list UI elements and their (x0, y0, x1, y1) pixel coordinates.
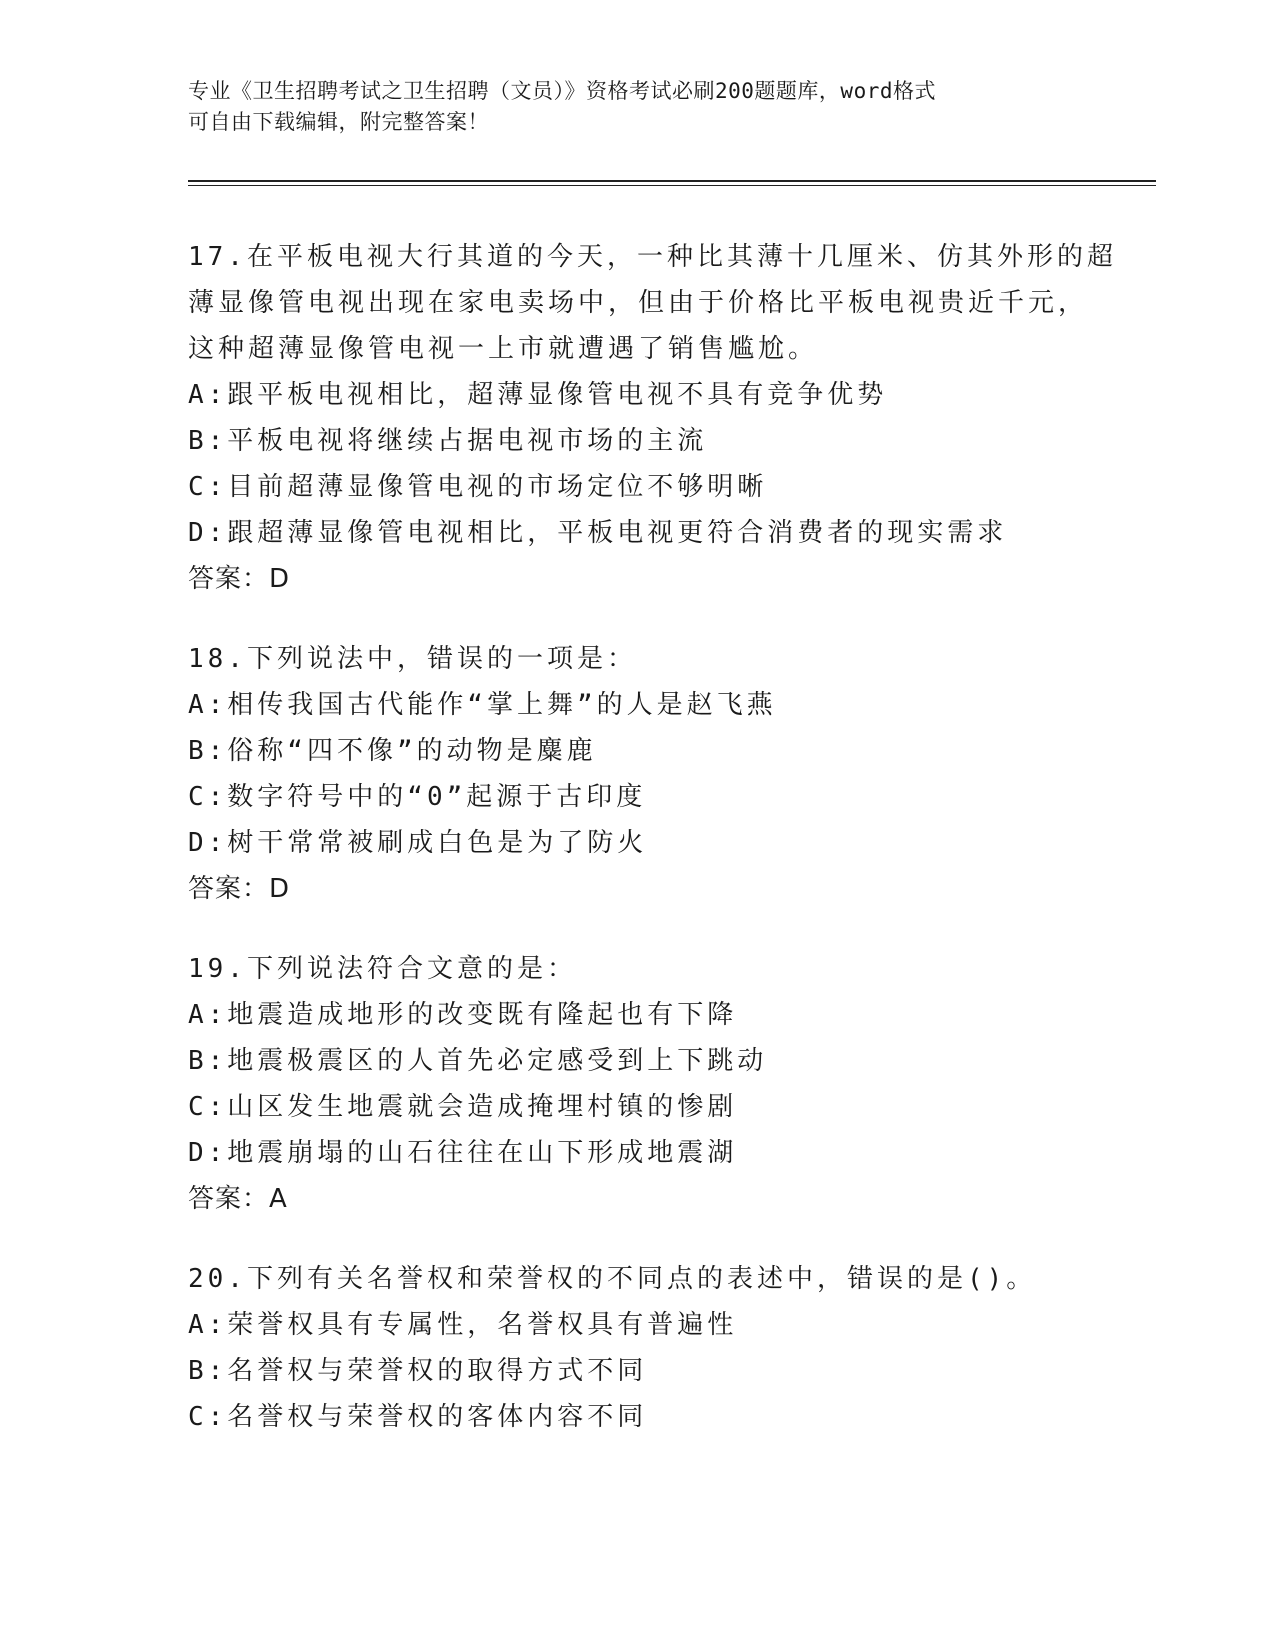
document-header (188, 76, 1088, 138)
question-19 (188, 946, 1108, 1222)
header-line-2: 可自由下载编辑，附完整答案！ (188, 110, 489, 134)
option-a: A:相传我国古代能作“掌上舞”的人是赵飞燕 (188, 690, 777, 720)
option-a: A:地震造成地形的改变既有隆起也有下降 (188, 1000, 738, 1030)
question-stem-line: 这种超薄显像管电视一上市就遭遇了销售尴尬。 (188, 334, 819, 364)
option-b: B:俗称“四不像”的动物是麋鹿 (188, 736, 597, 766)
option-d: D:地震崩塌的山石往往在山下形成地震湖 (188, 1138, 738, 1168)
answer-label: 答案：D (188, 874, 291, 904)
option-d: D:树干常常被刷成白色是为了防火 (188, 828, 648, 858)
option-b: B:平板电视将继续占据电视市场的主流 (188, 426, 708, 456)
option-c: C:名誉权与荣誉权的客体内容不同 (188, 1402, 648, 1432)
option-d: D:跟超薄显像管电视相比，平板电视更符合消费者的现实需求 (188, 518, 1008, 548)
question-stem-line: 18.下列说法中，错误的一项是： (188, 644, 637, 674)
option-a: A:荣誉权具有专属性，名誉权具有普遍性 (188, 1310, 738, 1340)
option-c: C:山区发生地震就会造成掩埋村镇的惨剧 (188, 1092, 738, 1122)
option-c: C:数字符号中的“0”起源于古印度 (188, 782, 647, 812)
option-b: B:名誉权与荣誉权的取得方式不同 (188, 1356, 648, 1386)
question-20 (188, 1256, 1108, 1440)
header-line-1: 专业《卫生招聘考试之卫生招聘（文员）》资格考试必刷200题题库，word格式 (188, 79, 936, 103)
answer-label: 答案：D (188, 564, 291, 594)
question-stem-line: 薄显像管电视出现在家电卖场中，但由于价格比平板电视贵近千元， (188, 288, 1089, 318)
option-c: C:目前超薄显像管电视的市场定位不够明晰 (188, 472, 768, 502)
question-stem-line: 20.下列有关名誉权和荣誉权的不同点的表述中，错误的是()。 (188, 1264, 1037, 1294)
header-divider (188, 180, 1156, 182)
question-18 (188, 636, 1108, 912)
answer-label: 答案：A (188, 1184, 288, 1214)
question-stem-line: 17.在平板电视大行其道的今天，一种比其薄十几厘米、仿其外形的超 (188, 242, 1117, 272)
option-b: B:地震极震区的人首先必定感受到上下跳动 (188, 1046, 768, 1076)
question-17 (188, 234, 1117, 602)
question-stem-line: 19.下列说法符合文意的是： (188, 954, 577, 984)
option-a: A:跟平板电视相比，超薄显像管电视不具有竞争优势 (188, 380, 888, 410)
question-list (188, 234, 1117, 1474)
header-divider-thin (188, 185, 1156, 186)
